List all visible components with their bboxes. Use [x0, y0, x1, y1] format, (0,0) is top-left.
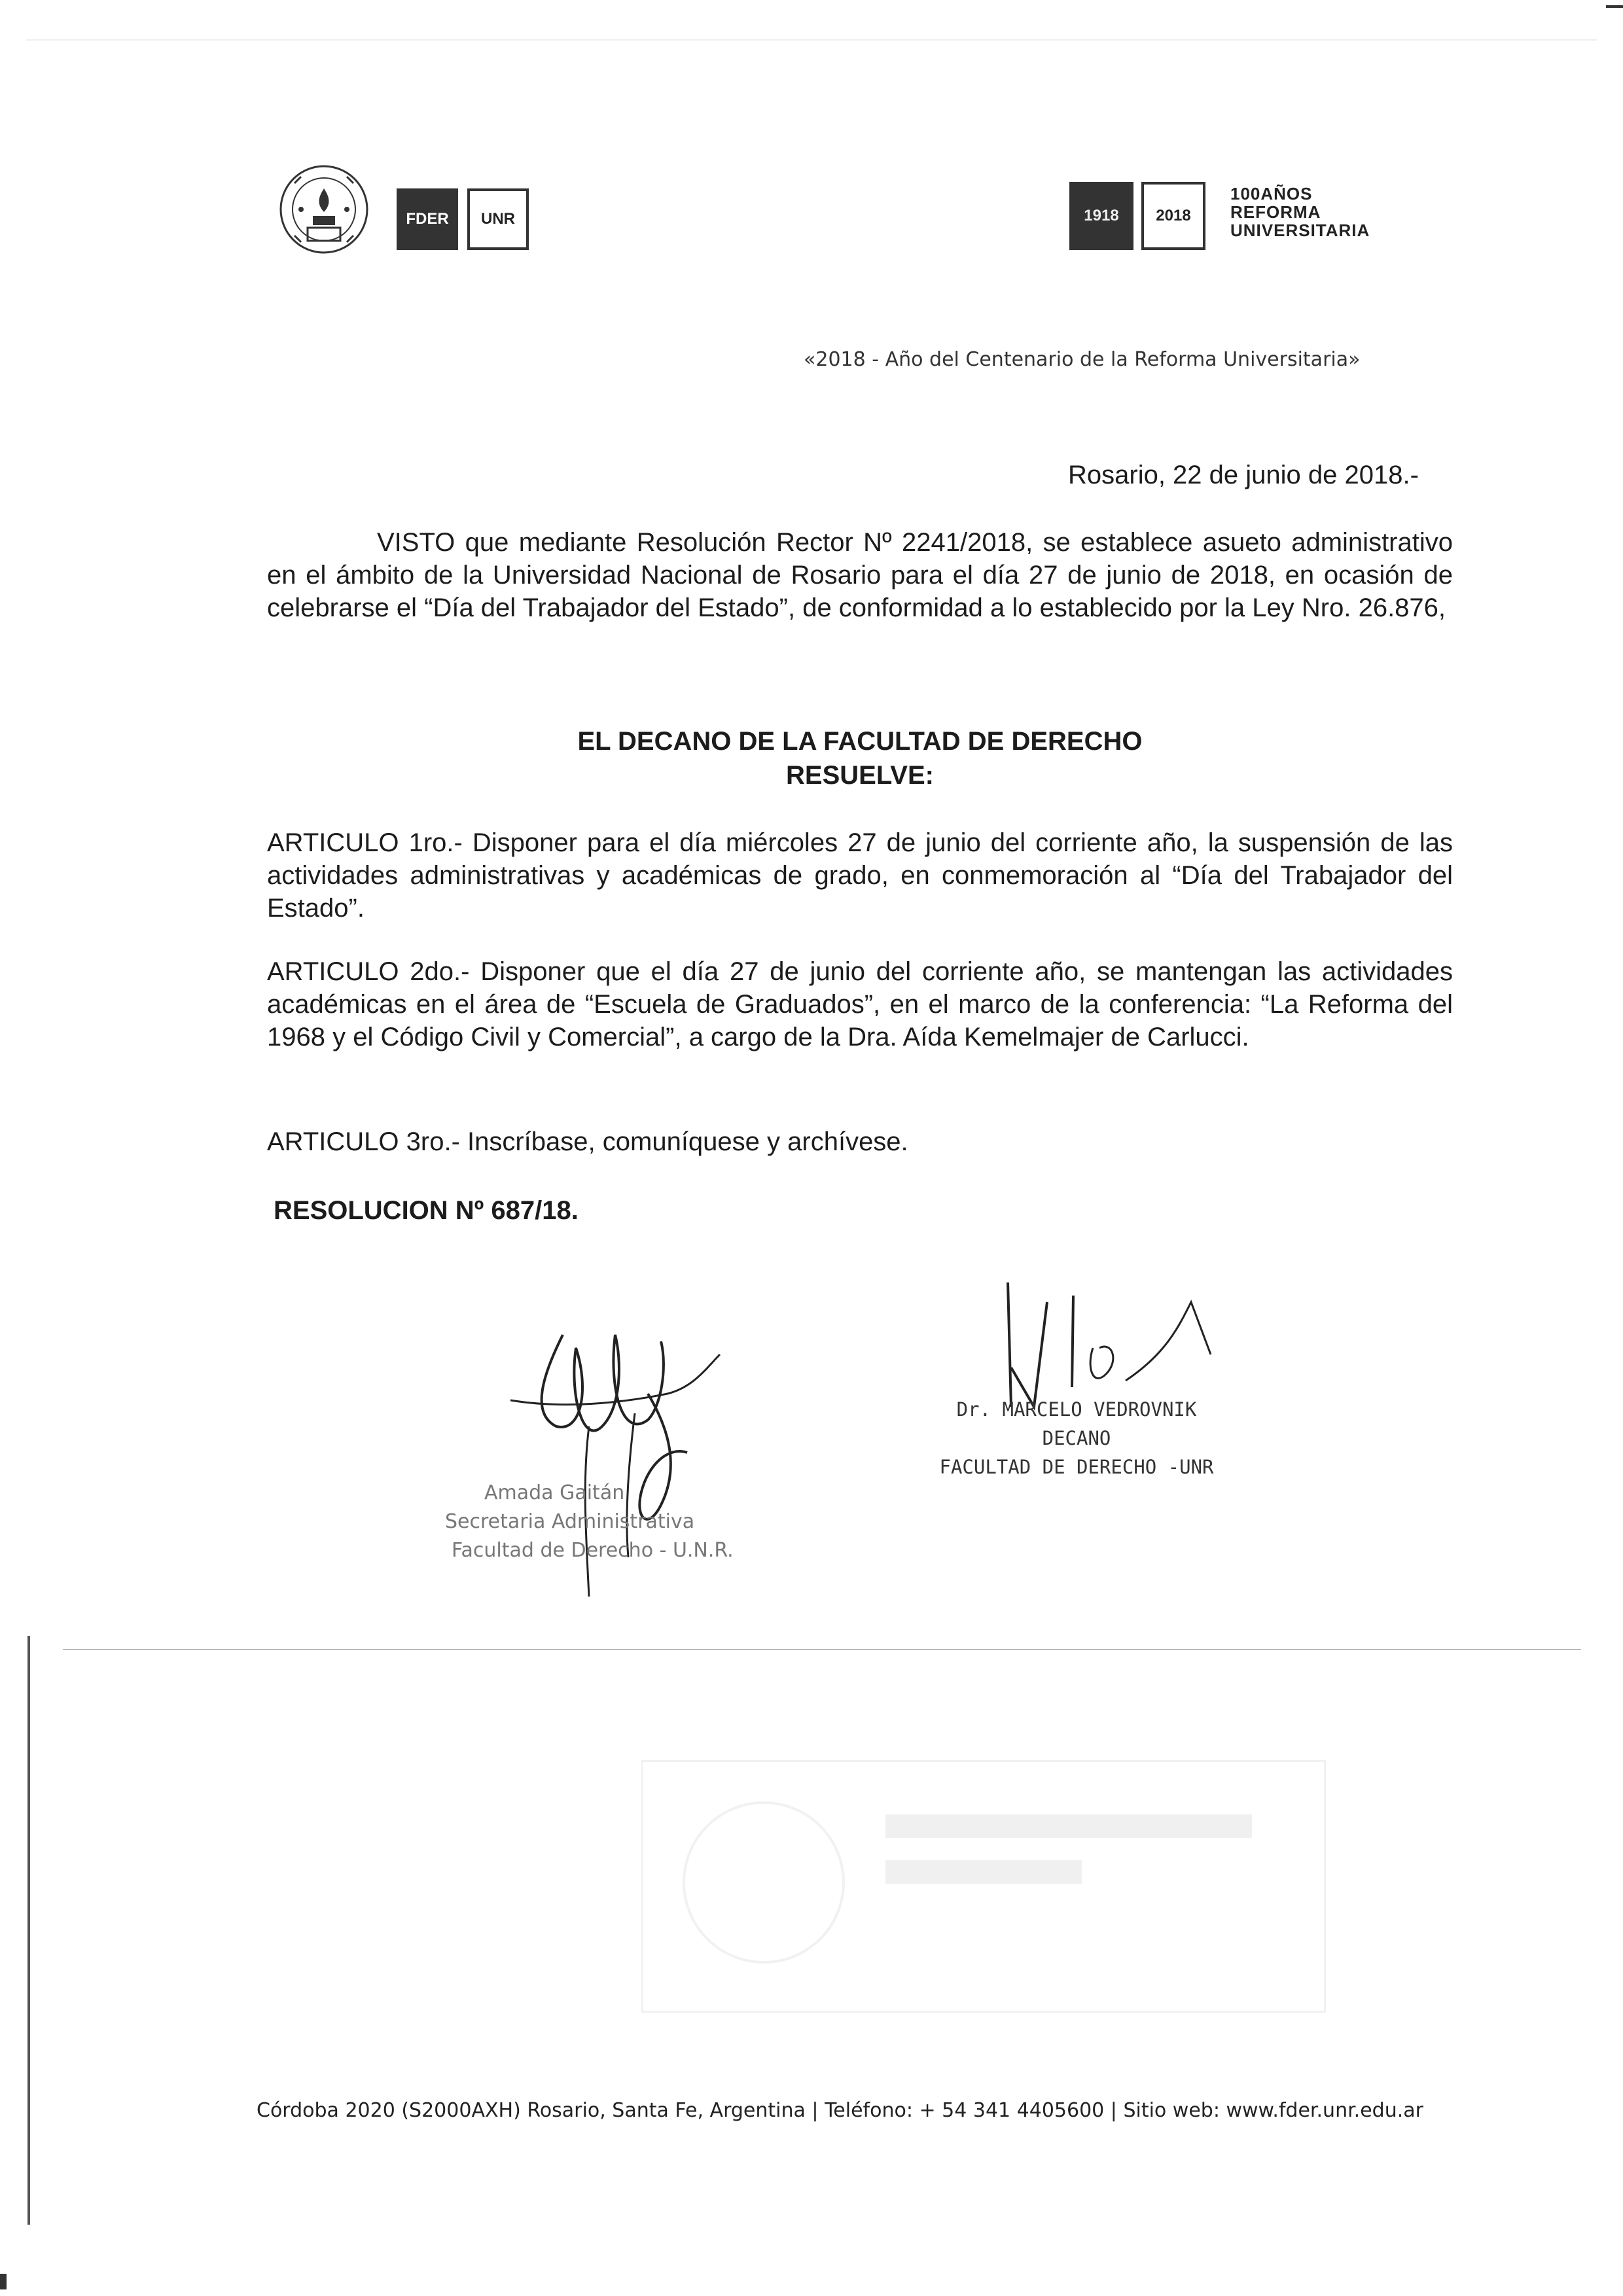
scan-margin-line — [27, 1636, 30, 2225]
centenary-line-1: 100AÑOS — [1230, 184, 1313, 203]
article-1: ARTICULO 1ro.- Disponer para el día miércoles 27 de junio del corriente año, la suspensión de las actividades administrativas y académicas de grado, en conmemoración al “Día del Trabajador del Estado”. — [267, 828, 1453, 923]
signature-left-name: Amada Gaitán — [484, 1481, 625, 1504]
stamp-lettering-image — [885, 1801, 1278, 1906]
decano-heading: EL DECANO DE LA FACULTAD DE DERECHO — [577, 727, 1143, 756]
signature-right-unit: FACULTAD DE DERECHO -UNR — [939, 1456, 1214, 1478]
article-2: ARTICULO 2do.- Disponer que el día 27 de junio del corriente año, se mantengan las actividades académicas en el área de “Escuela de Graduados”, en el marco de la conferencia: “La Reforma del 1968 y el Código Civil y Comercial”, a cargo de la Dra. Aída Kemelmajer de Carlucci. — [267, 957, 1453, 1051]
fder-logo: FDER — [397, 188, 458, 250]
unr-logo: UNR — [467, 188, 529, 250]
footer-address: Córdoba 2020 (S2000AXH) Rosario, Santa Fe, Argentina | Teléfono: + 54 341 4405600 | Sitio web: www.fder.unr.edu.ar — [257, 2099, 1423, 2122]
centenary-line-2: REFORMA — [1230, 202, 1321, 222]
signature-right-stamp — [936, 1395, 1217, 1481]
centenary-line-3: UNIVERSITARIA — [1230, 221, 1370, 240]
stamp-seal-icon — [683, 1801, 845, 1964]
horizontal-divider — [63, 1649, 1581, 1650]
signature-left-stamp — [438, 1479, 734, 1565]
signature-left-unit: Facultad de Derecho - U.N.R. — [452, 1539, 734, 1562]
unr-seal-icon — [275, 157, 373, 268]
scan-corner-mark-bottom — [0, 2274, 7, 2289]
signature-left-title: Secretaria Administrativa — [445, 1510, 695, 1533]
year-1918-logo: 1918 — [1069, 182, 1133, 250]
resuelve-heading: RESUELVE: — [786, 761, 934, 790]
year-motto: «2018 - Año del Centenario de la Reforma Universitaria» — [804, 348, 1361, 371]
faint-copy-stamp — [641, 1760, 1326, 2013]
signature-right-name: Dr. MARCELO VEDROVNIK — [956, 1398, 1197, 1421]
signature-right-title: DECANO — [1042, 1427, 1111, 1449]
scan-edge — [26, 39, 1597, 41]
scan-corner-mark — [1606, 5, 1623, 8]
visto-paragraph: VISTO que mediante Resolución Rector Nº 2241/2018, se establece asueto administrativo en el ámbito de la Universidad Nacional de Rosario para el día 27 de junio de 2018, en ocasión de celebrarse el “Día del Trabajador del Estado”, de conformidad a lo establecido por la Ley Nro. 26.876, — [267, 528, 1453, 622]
date-line: Rosario, 22 de junio de 2018.- — [1068, 461, 1419, 489]
resolution-number: RESOLUCION Nº 687/18. — [274, 1196, 579, 1225]
centenary-logo-text — [1230, 185, 1370, 239]
article-3: ARTICULO 3ro.- Inscríbase, comuníquese y archívese. — [267, 1127, 908, 1156]
year-2018-logo: 2018 — [1141, 182, 1205, 250]
